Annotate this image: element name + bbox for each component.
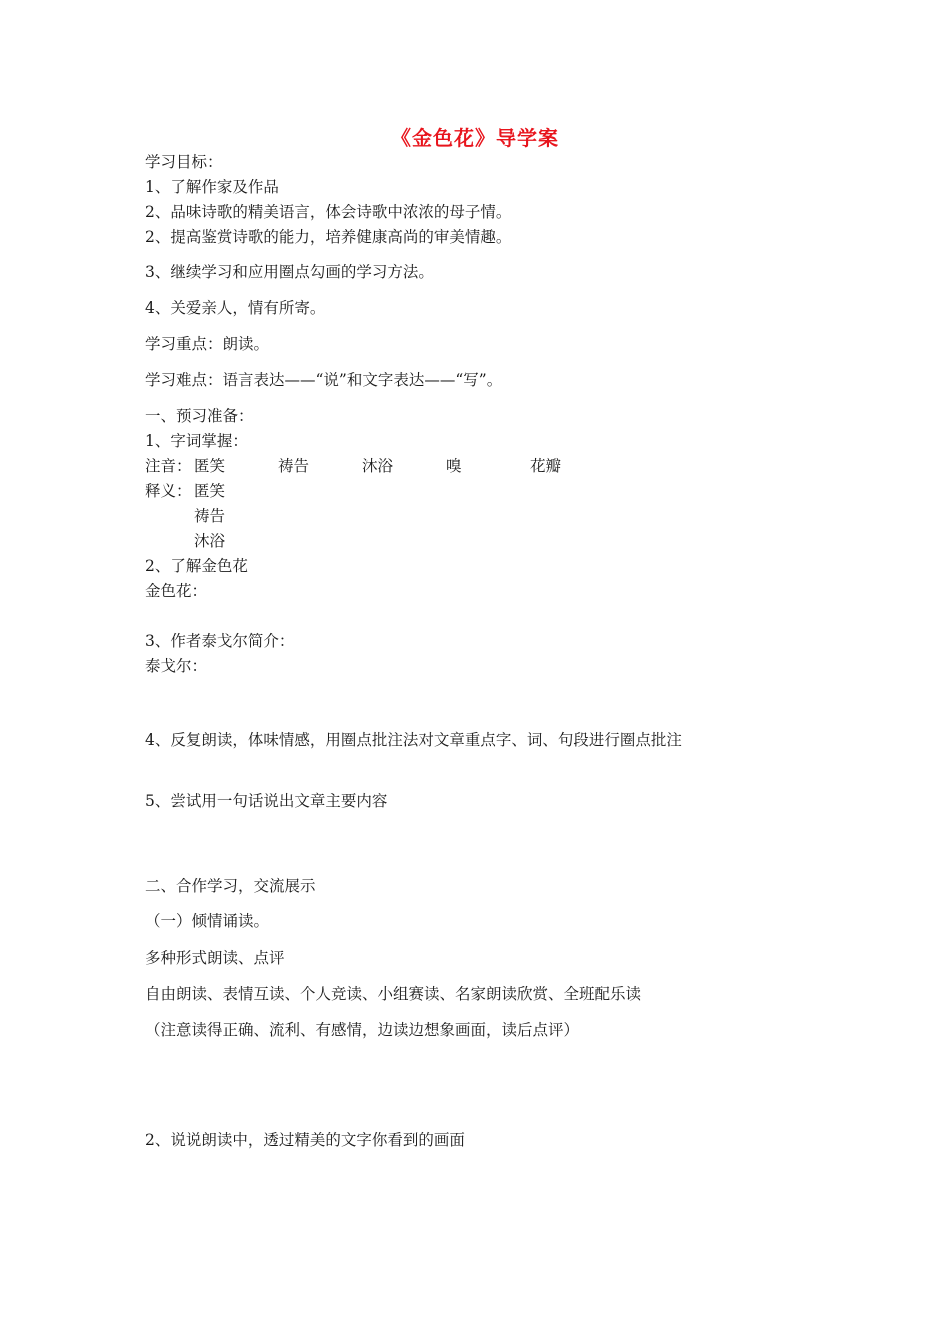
phonetic-word: 匿笑: [194, 457, 226, 475]
document-title: 《金色花》导学案: [391, 126, 559, 150]
section2-heading: 二、合作学习，交流展示: [145, 877, 316, 895]
objective-item: 2、品味诗歌的精美语言，体会诗歌中浓浓的母子情。: [145, 203, 512, 221]
meaning-word: 祷告: [194, 507, 226, 525]
vocab-heading: 1、字词掌握：: [145, 432, 248, 450]
golden-flower-label: 金色花：: [145, 582, 208, 600]
phonetic-word: 嗅: [446, 457, 462, 475]
phonetic-word: 沐浴: [362, 457, 394, 475]
difficulty: 学习难点：语言表达——“说”和文字表达——“写”。: [145, 371, 503, 389]
imagery-task: 2、说说朗读中，透过精美的文字你看到的画面: [145, 1131, 465, 1149]
objectives-heading: 学习目标：: [145, 153, 223, 171]
objective-item: 4、关爱亲人，情有所寄。: [145, 299, 326, 317]
meaning-word: 匿笑: [194, 482, 226, 500]
objective-item: 3、继续学习和应用圈点勾画的学习方法。: [145, 263, 434, 281]
objective-item: 1、了解作家及作品: [145, 178, 279, 196]
summary-task: 5、尝试用一句话说出文章主要内容: [145, 792, 388, 810]
annotation-task: 4、反复朗读，体味情感，用圈点批注法对文章重点字、词、句段进行圈点批注: [145, 731, 682, 749]
reading-part-heading: （一）倾情诵读。: [145, 912, 270, 930]
phonetic-label: 注音：: [145, 457, 192, 475]
reading-line: 自由朗读、表情互读、个人竞读、小组赛读、名家朗读欣赏、全班配乐读: [145, 985, 642, 1003]
phonetic-word: 祷告: [278, 457, 310, 475]
golden-flower-heading: 2、了解金色花: [145, 557, 248, 575]
meaning-label: 释义：: [145, 482, 192, 500]
author-heading: 3、作者泰戈尔简介：: [145, 632, 295, 650]
reading-note: （注意读得正确、流利、有感情，边读边想象画面，读后点评）: [145, 1021, 580, 1039]
section1-heading: 一、预习准备：: [145, 407, 254, 425]
author-label: 泰戈尔：: [145, 657, 208, 675]
meaning-word: 沐浴: [194, 532, 226, 550]
key-point: 学习重点：朗读。: [145, 335, 270, 353]
objective-item: 2、提高鉴赏诗歌的能力，培养健康高尚的审美情趣。: [145, 228, 512, 246]
phonetic-word: 花瓣: [530, 457, 562, 475]
reading-line: 多种形式朗读、点评: [145, 949, 285, 967]
